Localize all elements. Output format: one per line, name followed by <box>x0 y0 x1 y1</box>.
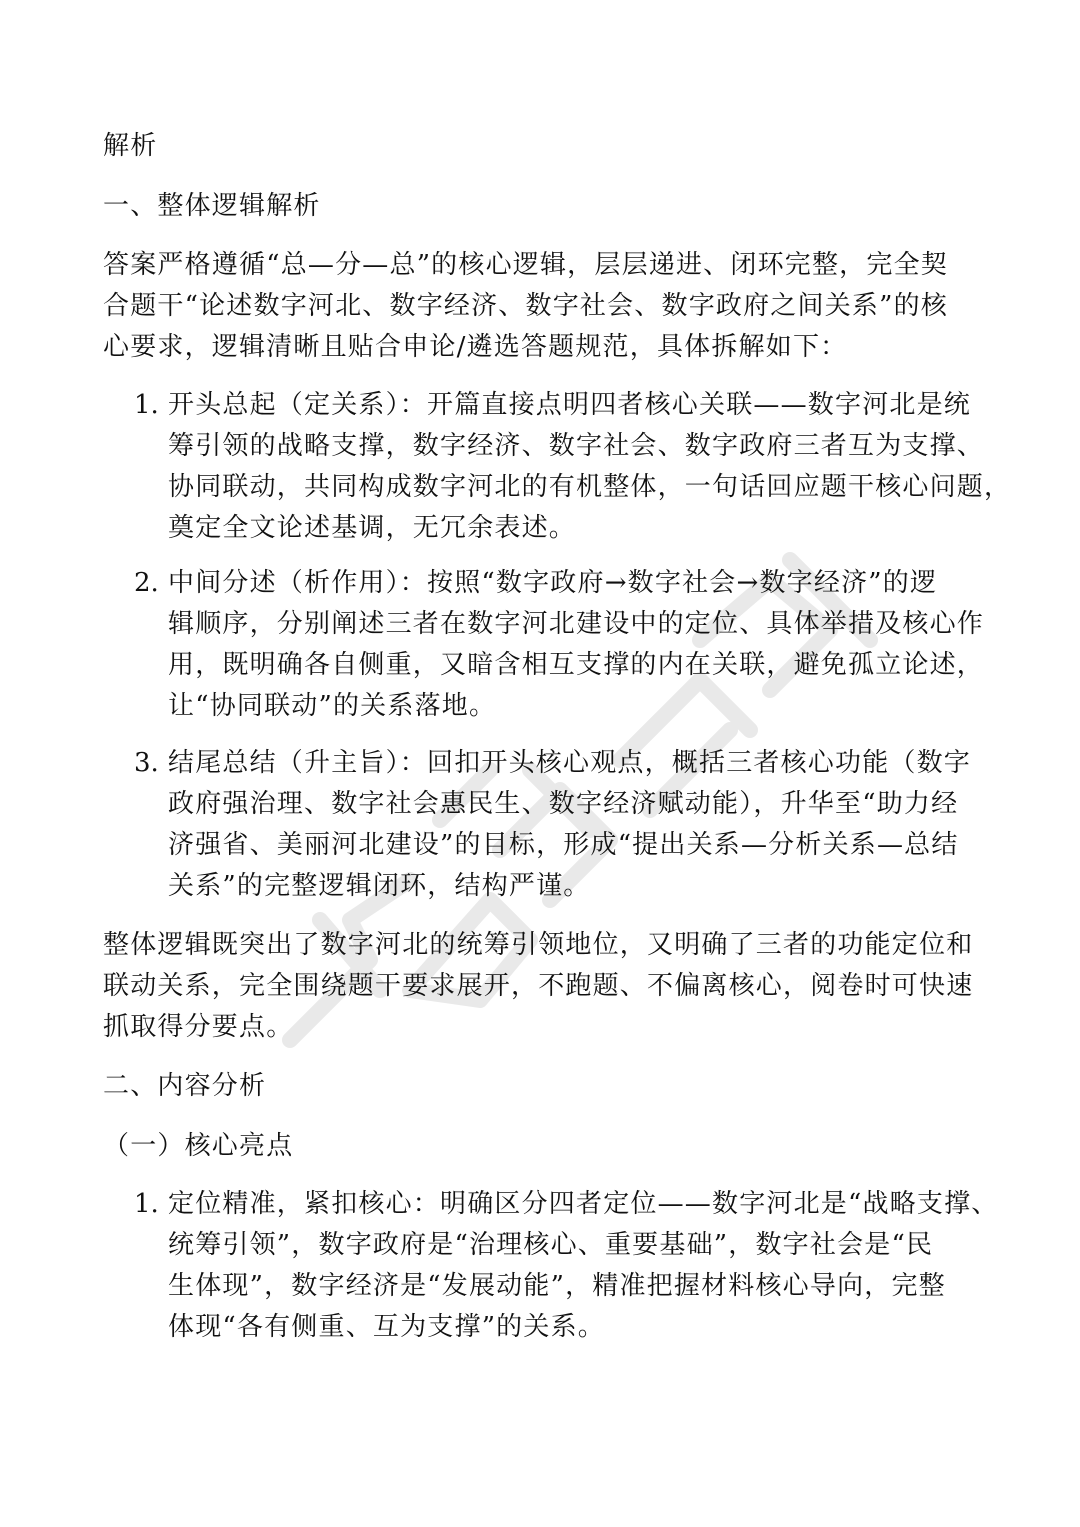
list-item-line: 用，既明确各自侧重，又暗含相互支撑的内在关联，避免孤立论述， <box>168 650 985 680</box>
section-heading-content: 二、内容分析 <box>103 1071 267 1101</box>
list-item-line: 关系”的完整逻辑闭环，结构严谨。 <box>168 871 591 901</box>
list-item-line: 结尾总结（升主旨）：回扣开头核心观点，概括三者核心功能（数字 <box>168 748 972 778</box>
list-item-line: 中间分述（析作用）：按照“数字政府→数字社会→数字经济”的逻 <box>168 568 938 598</box>
summary-line: 联动关系，完全围绕题干要求展开，不跑题、不偏离核心，阅卷时可快速 <box>103 971 974 1001</box>
list-item-line: 统筹引领”，数字政府是“治理核心、重要基础”，数字社会是“民 <box>168 1230 934 1260</box>
section-heading-logic: 一、整体逻辑解析 <box>103 191 321 221</box>
list-number: 3. <box>134 748 159 778</box>
list-item-line: 生体现”，数字经济是“发展动能”，精准把握材料核心导向，完整 <box>168 1271 946 1301</box>
summary-line: 整体逻辑既突出了数字河北的统筹引领地位，又明确了三者的功能定位和 <box>103 930 974 960</box>
subsection-heading: （一）核心亮点 <box>103 1131 294 1161</box>
list-item-line: 辑顺序，分别阐述三者在数字河北建设中的定位、具体举措及核心作 <box>168 609 985 639</box>
doc-title: 解析 <box>103 131 158 161</box>
intro-line: 合题干“论述数字河北、数字经济、数字社会、数字政府之间关系”的核 <box>103 291 948 321</box>
list-item-line: 筹引领的战略支撑，数字经济、数字社会、数字政府三者互为支撑、 <box>168 431 985 461</box>
intro-line: 答案严格遵循“总—分—总”的核心逻辑，层层递进、闭环完整，完全契 <box>103 250 948 280</box>
list-number: 1. <box>134 390 159 420</box>
intro-line: 心要求，逻辑清晰且贴合申论/遴选答题规范，具体拆解如下： <box>103 332 848 362</box>
list-item-line: 开头总起（定关系）：开篇直接点明四者核心关联——数字河北是统 <box>168 390 972 420</box>
list-item-line: 协同联动，共同构成数字河北的有机整体，一句话回应题干核心问题， <box>168 472 1012 502</box>
list-item-line: 政府强治理、数字社会惠民生、数字经济赋动能），升华至“助力经 <box>168 789 959 819</box>
list-item-line: 济强省、美丽河北建设”的目标，形成“提出关系—分析关系—总结 <box>168 830 959 860</box>
summary-line: 抓取得分要点。 <box>103 1012 294 1042</box>
list-number: 1. <box>134 1189 159 1219</box>
list-item-line: 让“协同联动”的关系落地。 <box>168 691 497 721</box>
list-number: 2. <box>134 568 159 598</box>
list-item-line: 定位精准，紧扣核心：明确区分四者定位——数字河北是“战略支撑、 <box>168 1189 999 1219</box>
list-item-line: 体现“各有侧重、互为支撑”的关系。 <box>168 1312 605 1342</box>
list-item-line: 奠定全文论述基调，无冗余表述。 <box>168 513 577 543</box>
